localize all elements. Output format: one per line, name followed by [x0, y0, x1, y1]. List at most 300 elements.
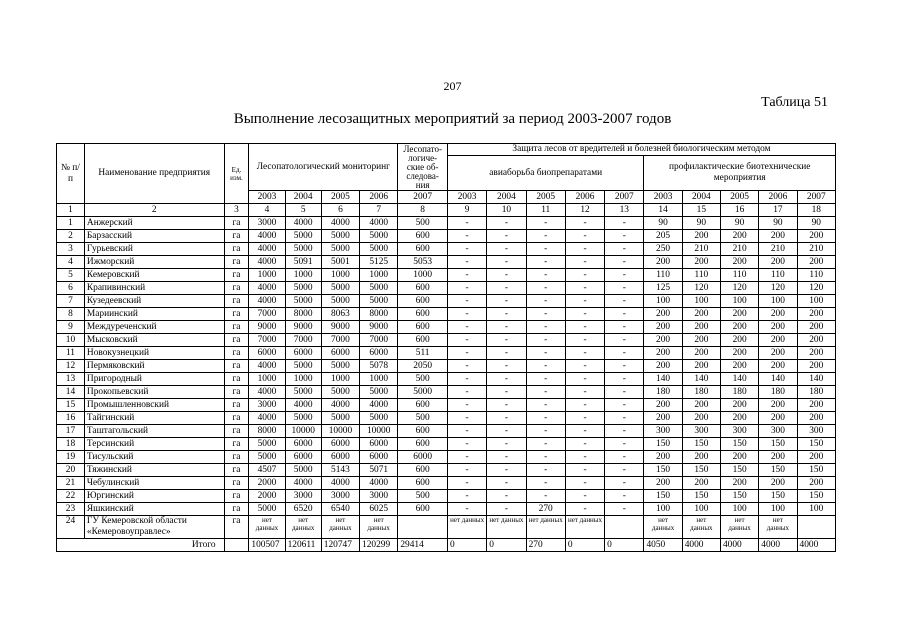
aviation-value: - [565, 243, 604, 256]
table-row [57, 321, 836, 334]
unit-cell: га [224, 295, 249, 308]
biotech-value: 200 [644, 256, 682, 269]
enterprise-name: Таштагольский [84, 425, 224, 438]
row-number: 6 [57, 282, 85, 295]
aviation-value: - [605, 386, 644, 399]
aviation-value: - [565, 230, 604, 243]
enterprise-name: Анжерский [84, 217, 224, 230]
biotech-value: 200 [797, 256, 835, 269]
year-aviation-1: 2004 [487, 191, 526, 204]
header-name: Наименование предприятия [84, 144, 224, 204]
unit-cell: га [224, 425, 249, 438]
biotech-value: 90 [797, 217, 835, 230]
aviation-empty [605, 516, 644, 539]
monitoring-value: 5000 [321, 243, 359, 256]
aviation-value: - [605, 308, 644, 321]
unit-cell: га [224, 334, 249, 347]
total-row [57, 539, 836, 552]
aviation-value: - [605, 334, 644, 347]
aviation-value: - [565, 269, 604, 282]
monitoring-value: 9000 [321, 321, 359, 334]
column-number-9: 9 [447, 204, 486, 217]
biotech-value: 100 [644, 503, 682, 516]
aviation-value: - [487, 464, 526, 477]
aviation-value: - [565, 386, 604, 399]
monitoring-value: 6000 [321, 347, 359, 360]
monitoring-value: 5000 [285, 295, 321, 308]
biotech-value: 150 [759, 490, 797, 503]
aviation-value: - [447, 230, 486, 243]
monitoring-value: 5000 [321, 412, 359, 425]
total-monitoring: 100507 [249, 539, 285, 552]
monitoring-value: 4000 [249, 256, 285, 269]
monitoring-value: 6000 [360, 451, 398, 464]
biotech-value: 150 [682, 464, 720, 477]
monitoring-value: 5000 [285, 360, 321, 373]
biotech-value: 200 [682, 477, 720, 490]
survey-value: 500 [398, 217, 448, 230]
aviation-value: - [605, 243, 644, 256]
aviation-value: - [487, 334, 526, 347]
biotech-value: 150 [682, 438, 720, 451]
biotech-value: 120 [720, 282, 758, 295]
biotech-value: 200 [720, 451, 758, 464]
unit-cell: га [224, 373, 249, 386]
aviation-value: - [565, 451, 604, 464]
monitoring-value: 4000 [249, 282, 285, 295]
year-aviation-0: 2003 [447, 191, 486, 204]
aviation-value: - [565, 217, 604, 230]
enterprise-name: Терсинский [84, 438, 224, 451]
biotech-value: 200 [644, 360, 682, 373]
aviation-value: - [447, 412, 486, 425]
table-row [57, 490, 836, 503]
aviation-value: - [605, 425, 644, 438]
table-row [57, 347, 836, 360]
aviation-value: - [605, 451, 644, 464]
aviation-value: - [605, 464, 644, 477]
monitoring-value: 5000 [249, 451, 285, 464]
biotech-value: 100 [720, 295, 758, 308]
year-biotech-3: 2006 [759, 191, 797, 204]
monitoring-value: 10000 [285, 425, 321, 438]
row-number: 17 [57, 425, 85, 438]
biotech-value: 150 [720, 438, 758, 451]
aviation-value: - [487, 243, 526, 256]
biotech-value: 205 [644, 230, 682, 243]
biotech-value: 110 [720, 269, 758, 282]
monitoring-value: 5000 [285, 282, 321, 295]
survey-value: 600 [398, 464, 448, 477]
monitoring-value: 5091 [285, 256, 321, 269]
monitoring-value: 4000 [249, 295, 285, 308]
biotech-value: 150 [797, 490, 835, 503]
total-label: Итого [57, 539, 225, 552]
row-number: 4 [57, 256, 85, 269]
enterprise-name: Тяжинский [84, 464, 224, 477]
aviation-value: - [487, 451, 526, 464]
row-number: 15 [57, 399, 85, 412]
total-aviation: 0 [487, 539, 526, 552]
monitoring-value: 6000 [285, 438, 321, 451]
survey-value: 5053 [398, 256, 448, 269]
table-row [57, 269, 836, 282]
table-row [57, 373, 836, 386]
total-biotech: 4000 [682, 539, 720, 552]
aviation-value: - [605, 503, 644, 516]
survey-value: 600 [398, 503, 448, 516]
biotech-value: 180 [644, 386, 682, 399]
column-number-7: 7 [360, 204, 398, 217]
monitoring-value: 5000 [321, 230, 359, 243]
aviation-value: - [605, 321, 644, 334]
aviation-value: - [487, 490, 526, 503]
unit-cell: га [224, 464, 249, 477]
biotech-value: 200 [682, 451, 720, 464]
biotech-value: 100 [644, 295, 682, 308]
monitoring-value: 4000 [360, 477, 398, 490]
total-aviation: 0 [605, 539, 644, 552]
row-number: 10 [57, 334, 85, 347]
unit-cell: га [224, 477, 249, 490]
aviation-value: - [447, 256, 486, 269]
biotech-value: 200 [644, 334, 682, 347]
biotech-value: 200 [682, 334, 720, 347]
monitoring-no-data: нет данных [321, 516, 359, 539]
aviation-value: - [447, 360, 486, 373]
aviation-value: - [526, 269, 565, 282]
aviation-value: - [605, 282, 644, 295]
column-number-11: 11 [526, 204, 565, 217]
total-survey: 29414 [398, 539, 448, 552]
aviation-value: - [487, 425, 526, 438]
monitoring-value: 1000 [321, 269, 359, 282]
aviation-value: - [565, 490, 604, 503]
row-number: 11 [57, 347, 85, 360]
survey-value: 600 [398, 477, 448, 490]
aviation-value: - [487, 308, 526, 321]
monitoring-value: 1000 [285, 269, 321, 282]
aviation-value: - [565, 373, 604, 386]
monitoring-value: 6540 [321, 503, 359, 516]
unit-cell: га [224, 230, 249, 243]
column-number-12: 12 [565, 204, 604, 217]
aviation-value: - [605, 295, 644, 308]
biotech-value: 150 [759, 464, 797, 477]
biotech-value: 200 [797, 308, 835, 321]
table-row [57, 516, 836, 539]
aviation-no-data: нет данных [526, 516, 565, 539]
aviation-value: - [447, 399, 486, 412]
total-monitoring: 120747 [321, 539, 359, 552]
monitoring-value: 4507 [249, 464, 285, 477]
aviation-value: - [526, 256, 565, 269]
aviation-value: - [605, 490, 644, 503]
total-monitoring: 120611 [285, 539, 321, 552]
monitoring-value: 3000 [249, 217, 285, 230]
table-row [57, 308, 836, 321]
monitoring-value: 9000 [249, 321, 285, 334]
survey-value: 600 [398, 399, 448, 412]
aviation-value: - [565, 321, 604, 334]
aviation-value: - [487, 503, 526, 516]
row-number: 16 [57, 412, 85, 425]
biotech-value: 110 [759, 269, 797, 282]
biotech-value: 90 [759, 217, 797, 230]
aviation-value: - [447, 321, 486, 334]
table-row [57, 386, 836, 399]
biotech-value: 150 [720, 490, 758, 503]
aviation-value: - [526, 360, 565, 373]
header-aviation: авиаборьба биопрепаратами [447, 156, 643, 191]
aviation-value: - [447, 269, 486, 282]
year-biotech-1: 2004 [682, 191, 720, 204]
document-title: Выполнение лесозащитных мероприятий за период 2003-2007 годов [233, 111, 672, 127]
aviation-value: - [565, 347, 604, 360]
survey-value: 600 [398, 282, 448, 295]
aviation-value: - [487, 256, 526, 269]
aviation-value: - [447, 425, 486, 438]
row-number: 12 [57, 360, 85, 373]
enterprise-name: Мариинский [84, 308, 224, 321]
monitoring-value: 1000 [285, 373, 321, 386]
biotech-value: 100 [759, 295, 797, 308]
monitoring-value: 8063 [321, 308, 359, 321]
aviation-value: - [447, 308, 486, 321]
aviation-value: - [526, 230, 565, 243]
enterprise-name: Гурьевский [84, 243, 224, 256]
biotech-value: 200 [797, 347, 835, 360]
row-number: 3 [57, 243, 85, 256]
survey-value: 500 [398, 412, 448, 425]
monitoring-value: 5143 [321, 464, 359, 477]
unit-cell: га [224, 243, 249, 256]
column-number-13: 13 [605, 204, 644, 217]
header-num: № п/п [57, 144, 85, 204]
enterprise-name: ГУ Кемеровской области «Кемеровоуправлес» [84, 516, 224, 539]
monitoring-value: 4000 [249, 243, 285, 256]
survey-value: 600 [398, 295, 448, 308]
biotech-value: 300 [797, 425, 835, 438]
biotech-value: 200 [759, 412, 797, 425]
aviation-value: - [526, 347, 565, 360]
monitoring-value: 5000 [321, 386, 359, 399]
monitoring-value: 6025 [360, 503, 398, 516]
row-number: 7 [57, 295, 85, 308]
biotech-value: 100 [797, 295, 835, 308]
total-aviation: 0 [565, 539, 604, 552]
biotech-value: 200 [720, 308, 758, 321]
aviation-value: - [447, 347, 486, 360]
header-survey: Лесопато-логиче-ские об-следова-ния [398, 144, 448, 191]
biotech-value: 200 [682, 256, 720, 269]
biotech-value: 200 [644, 451, 682, 464]
aviation-value: - [605, 399, 644, 412]
monitoring-value: 5000 [321, 360, 359, 373]
biotech-value: 200 [797, 477, 835, 490]
biotech-value: 300 [759, 425, 797, 438]
biotech-value: 300 [682, 425, 720, 438]
monitoring-value: 1000 [249, 269, 285, 282]
survey-value: 600 [398, 425, 448, 438]
biotech-value: 150 [720, 464, 758, 477]
page-number: 207 [443, 79, 462, 93]
row-number: 14 [57, 386, 85, 399]
table-row [57, 451, 836, 464]
aviation-value: - [447, 243, 486, 256]
survey-value: 600 [398, 334, 448, 347]
biotech-value: 200 [797, 451, 835, 464]
monitoring-value: 5001 [321, 256, 359, 269]
biotech-value: 200 [682, 308, 720, 321]
unit-cell: га [224, 360, 249, 373]
biotech-value: 180 [759, 386, 797, 399]
row-number: 22 [57, 490, 85, 503]
monitoring-value: 6000 [249, 347, 285, 360]
biotech-value: 200 [644, 347, 682, 360]
aviation-value: - [447, 373, 486, 386]
monitoring-value: 5000 [360, 412, 398, 425]
aviation-value: - [447, 334, 486, 347]
aviation-no-data: нет данных [447, 516, 486, 539]
survey-value: 500 [398, 373, 448, 386]
monitoring-value: 5000 [360, 295, 398, 308]
unit-cell: га [224, 256, 249, 269]
monitoring-no-data: нет данных [360, 516, 398, 539]
biotech-value: 140 [682, 373, 720, 386]
aviation-value: - [565, 438, 604, 451]
aviation-value: - [565, 295, 604, 308]
enterprise-name: Пермяковский [84, 360, 224, 373]
aviation-value: - [565, 412, 604, 425]
monitoring-value: 5000 [321, 295, 359, 308]
biotech-value: 120 [682, 282, 720, 295]
monitoring-value: 8000 [285, 308, 321, 321]
biotech-value: 200 [720, 230, 758, 243]
aviation-value: - [487, 477, 526, 490]
table-row [57, 412, 836, 425]
forest-protection-table [56, 143, 836, 552]
survey-value: 500 [398, 490, 448, 503]
enterprise-name: Барзасский [84, 230, 224, 243]
biotech-value: 110 [797, 269, 835, 282]
biotech-value: 200 [759, 256, 797, 269]
year-aviation-4: 2007 [605, 191, 644, 204]
table-row [57, 256, 836, 269]
monitoring-value: 5125 [360, 256, 398, 269]
aviation-value: - [526, 308, 565, 321]
monitoring-value: 5000 [285, 243, 321, 256]
biotech-value: 200 [720, 477, 758, 490]
year-aviation-3: 2006 [565, 191, 604, 204]
aviation-value: - [487, 295, 526, 308]
year-biotech-4: 2007 [797, 191, 835, 204]
aviation-value: - [447, 282, 486, 295]
enterprise-name: Чебулинский [84, 477, 224, 490]
row-number: 18 [57, 438, 85, 451]
biotech-value: 180 [682, 386, 720, 399]
year-biotech-2: 2005 [720, 191, 758, 204]
aviation-value: - [565, 360, 604, 373]
biotech-no-data: нет данных [682, 516, 720, 539]
row-number: 21 [57, 477, 85, 490]
monitoring-value: 4000 [249, 230, 285, 243]
aviation-value: - [605, 412, 644, 425]
aviation-value: - [605, 373, 644, 386]
aviation-value: - [565, 477, 604, 490]
monitoring-value: 8000 [360, 308, 398, 321]
aviation-value: - [526, 425, 565, 438]
year-monitoring-0: 2003 [249, 191, 285, 204]
monitoring-value: 9000 [285, 321, 321, 334]
aviation-value: - [447, 438, 486, 451]
monitoring-value: 4000 [249, 360, 285, 373]
total-biotech: 4050 [644, 539, 682, 552]
aviation-value: - [526, 451, 565, 464]
column-number-1: 1 [57, 204, 85, 217]
biotech-value: 300 [644, 425, 682, 438]
year-survey: 2007 [398, 191, 448, 204]
aviation-value: - [487, 230, 526, 243]
biotech-value: 200 [759, 347, 797, 360]
header-monitoring: Лесопатологический мониторинг [249, 144, 398, 191]
aviation-value: - [565, 334, 604, 347]
aviation-value: - [526, 464, 565, 477]
monitoring-value: 5000 [360, 230, 398, 243]
table-row [57, 477, 836, 490]
column-number-4: 4 [249, 204, 285, 217]
survey-value: 5000 [398, 386, 448, 399]
table-row [57, 425, 836, 438]
column-number-8: 8 [398, 204, 448, 217]
aviation-value: - [447, 451, 486, 464]
monitoring-value: 5000 [285, 230, 321, 243]
aviation-value: - [565, 399, 604, 412]
aviation-value: - [565, 256, 604, 269]
biotech-value: 210 [797, 243, 835, 256]
row-number: 1 [57, 217, 85, 230]
biotech-value: 210 [759, 243, 797, 256]
biotech-value: 120 [759, 282, 797, 295]
biotech-value: 200 [682, 347, 720, 360]
monitoring-value: 9000 [360, 321, 398, 334]
column-number-17: 17 [759, 204, 797, 217]
enterprise-name: Тисульский [84, 451, 224, 464]
aviation-value: - [526, 321, 565, 334]
year-monitoring-2: 2005 [321, 191, 359, 204]
year-monitoring-3: 2006 [360, 191, 398, 204]
enterprise-name: Тайгинский [84, 412, 224, 425]
unit-cell: га [224, 451, 249, 464]
biotech-value: 100 [720, 503, 758, 516]
unit-cell: га [224, 438, 249, 451]
total-monitoring: 120299 [360, 539, 398, 552]
table-row [57, 243, 836, 256]
aviation-value: - [605, 217, 644, 230]
aviation-value: - [565, 282, 604, 295]
biotech-value: 200 [797, 399, 835, 412]
monitoring-value: 7000 [249, 308, 285, 321]
aviation-value: - [526, 243, 565, 256]
monitoring-value: 7000 [360, 334, 398, 347]
header-row-1 [57, 144, 836, 156]
aviation-value: - [526, 386, 565, 399]
biotech-value: 200 [720, 399, 758, 412]
biotech-value: 140 [797, 373, 835, 386]
biotech-no-data: нет данных [759, 516, 797, 539]
biotech-value: 150 [759, 438, 797, 451]
monitoring-value: 3000 [360, 490, 398, 503]
